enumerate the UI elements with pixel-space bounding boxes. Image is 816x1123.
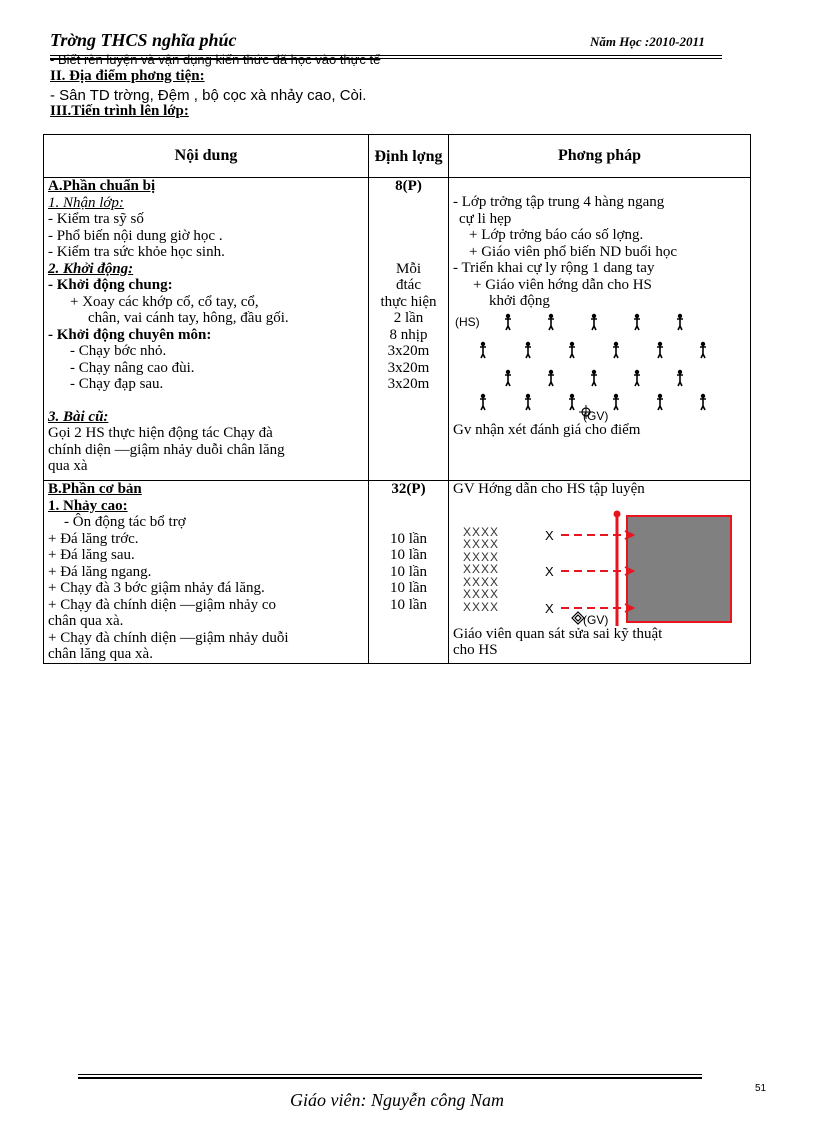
main-method	[449, 481, 751, 664]
jumper-x: X	[545, 600, 554, 616]
student-icon	[569, 341, 575, 357]
review-line: chính diện —giậm nhảy duỗi chân lăng	[48, 441, 285, 458]
student-icon	[480, 341, 486, 357]
dose-item: 10 lần	[389, 580, 428, 596]
dose-item: 2 lần	[393, 310, 424, 326]
student-icon	[613, 393, 619, 409]
main-item: chân qua xà.	[48, 613, 124, 629]
school-name: Trờng THCS nghĩa phúc	[50, 30, 237, 50]
dose-item: 10 lần	[389, 596, 428, 613]
main-dose	[369, 481, 449, 664]
table-header-row	[44, 135, 751, 178]
teacher-name: Giáo viên: Nguyễn công Nam	[290, 1090, 504, 1110]
main-item: chân lăng qua xà.	[48, 646, 153, 662]
page-number: 51	[755, 1083, 767, 1094]
prep-method	[449, 178, 751, 481]
main-sub1: 1. Nhảy cao:	[48, 497, 128, 514]
method-line: cự li hẹp	[459, 210, 512, 227]
student-icon	[634, 313, 640, 329]
method-line: khởi động	[489, 293, 550, 309]
xxxx-row: XXXX	[463, 574, 500, 589]
student-icon	[569, 393, 575, 409]
lesson-table	[43, 134, 751, 664]
warmup-special: - Khởi động chuyên môn:	[48, 326, 212, 343]
dose-item: Mỗi	[395, 260, 421, 277]
main-item: + Đá lăng ngang.	[48, 563, 152, 580]
main-item: + Chạy đà 3 bớc giậm nhảy đá lăng.	[48, 580, 265, 596]
header-method: Phơng pháp	[449, 135, 751, 178]
student-icon	[677, 369, 683, 385]
main-method-top: GV Hớng dẫn cho HS tập luyện	[453, 481, 645, 497]
student-icon	[657, 341, 663, 357]
formation-diagram	[453, 310, 746, 422]
review-line: Gọi 2 HS thực hiện động tác Chạy đà	[48, 425, 273, 441]
intro-line2: - Sân TD trờng, Đệm , bộ cọc xà nhảy cao, Còi.	[50, 87, 367, 104]
method-line: - Triển khai cự ly rộng 1 dang tay	[453, 260, 655, 276]
warmup-special-item: - Chạy nâng cao đùi.	[70, 359, 195, 376]
main-method-bottom: Giáo viên quan sát sửa sai kỹ thuật	[453, 625, 663, 642]
prep-sub1: 1. Nhận lớp:	[48, 194, 124, 211]
prep-item: - Phổ biến nội dung giờ học .	[48, 227, 223, 244]
prep-content	[44, 178, 369, 481]
student-icon	[525, 393, 531, 409]
main-method-bottom: cho HS	[453, 642, 498, 658]
xxxx-group	[463, 526, 499, 614]
gv-label: (GV)	[583, 408, 609, 423]
warmup-special-item: - Chạy bớc nhỏ.	[70, 343, 167, 359]
warmup-general-item: chân, vai cánh tay, hông, đầu gối.	[88, 310, 289, 326]
main-item: + Đá lăng sau.	[48, 547, 135, 563]
student-icon	[700, 393, 706, 409]
main-content	[44, 481, 369, 664]
dose-item: 3x20m	[387, 376, 430, 392]
header-content: Nội dung	[44, 135, 369, 178]
hs-label: (HS)	[455, 314, 480, 329]
dose-item: 10 lần	[389, 530, 428, 547]
student-icon	[548, 369, 554, 385]
prep-sub2: 2. Khởi động:	[48, 260, 134, 277]
main-item: - Ôn động tác bổ trợ	[64, 514, 186, 530]
student-icon	[700, 341, 706, 357]
dose-item: 3x20m	[387, 359, 430, 376]
prep-row	[44, 178, 751, 481]
main-title: B.Phần cơ bản	[48, 481, 142, 497]
method-line: + Lớp trởng báo cáo số lợng.	[469, 227, 644, 243]
main-item: + Chạy đà chính diện —giậm nhảy duỗi	[48, 629, 289, 646]
dose-item: 3x20m	[387, 343, 430, 359]
review-line: qua xà	[48, 458, 88, 474]
student-icon	[505, 369, 511, 385]
warmup-general: - Khởi động chung:	[48, 277, 173, 293]
main-row	[44, 481, 751, 664]
review-method: Gv nhận xét đánh giá cho điểm	[453, 421, 641, 438]
prep-sub3: 3. Bài cũ:	[48, 408, 109, 425]
main-time: 32(P)	[391, 481, 426, 497]
prep-item: - Kiểm tra sỹ số	[48, 211, 144, 227]
warmup-special-item: - Chạy đạp sau.	[70, 376, 164, 392]
main-item: + Chạy đà chính diện —giậm nhảy co	[48, 596, 276, 613]
gv-label: (GV)	[583, 612, 609, 627]
xxxx-row: XXXX	[463, 599, 500, 614]
dose-item: thực hiện	[380, 293, 437, 310]
student-icon	[657, 393, 663, 409]
jumper-x: X	[545, 563, 554, 579]
student-icon	[548, 313, 554, 329]
student-formation	[453, 310, 743, 422]
student-icon	[525, 341, 531, 357]
method-line: + Giáo viên phổ biến ND buổi học	[469, 243, 678, 260]
landing-mat	[627, 516, 731, 622]
method-line: + Giáo viên hớng dẫn cho HS	[473, 276, 652, 293]
warmup-general-item: + Xoay các khớp cổ, cổ tay, cổ,	[70, 293, 259, 310]
footer-rule-bottom	[78, 1077, 702, 1079]
jumper-x: X	[545, 527, 554, 543]
header-dose: Định lợng	[369, 135, 449, 178]
student-icon	[505, 313, 511, 329]
prep-time: 8(P)	[395, 178, 422, 194]
student-icon	[480, 393, 486, 409]
high-jump-diagram	[453, 498, 746, 626]
dose-item: đtác	[396, 277, 421, 293]
xxxx-row: XXXX	[463, 524, 500, 539]
dose-item: 8 nhịp	[389, 326, 428, 343]
student-icon	[613, 341, 619, 357]
dose-item: 10 lần	[389, 563, 428, 580]
footer-rule-top	[78, 1074, 702, 1075]
dose-item: 10 lần	[389, 547, 428, 563]
student-icon	[591, 369, 597, 385]
section-2-heading: II. Địa điểm phơng tiện:	[50, 68, 205, 84]
prep-dose	[369, 178, 449, 481]
crossbar-top	[614, 510, 621, 517]
student-icon	[634, 369, 640, 385]
student-icon	[677, 313, 683, 329]
student-icon	[591, 313, 597, 329]
xxxx-row: XXXX	[463, 549, 500, 564]
prep-title: A.Phần chuẩn bị	[48, 178, 156, 194]
xxxx-row: XXXX	[463, 562, 500, 576]
prep-item: - Kiểm tra sức khỏe học sinh.	[48, 244, 225, 260]
main-item: + Đá lăng trớc.	[48, 530, 139, 547]
intro-line1: - Biết rèn luyện và vận dụng kiến thức đã học vào thực tế	[50, 52, 381, 67]
section-3-heading: III.Tiến trình lên lớp:	[50, 103, 189, 119]
xxxx-row: XXXX	[463, 537, 500, 551]
method-line: - Lớp trởng tập trung 4 hàng ngang	[453, 194, 665, 210]
school-year: Năm Học :2010-2011	[590, 34, 705, 49]
xxxx-row: XXXX	[463, 587, 500, 601]
